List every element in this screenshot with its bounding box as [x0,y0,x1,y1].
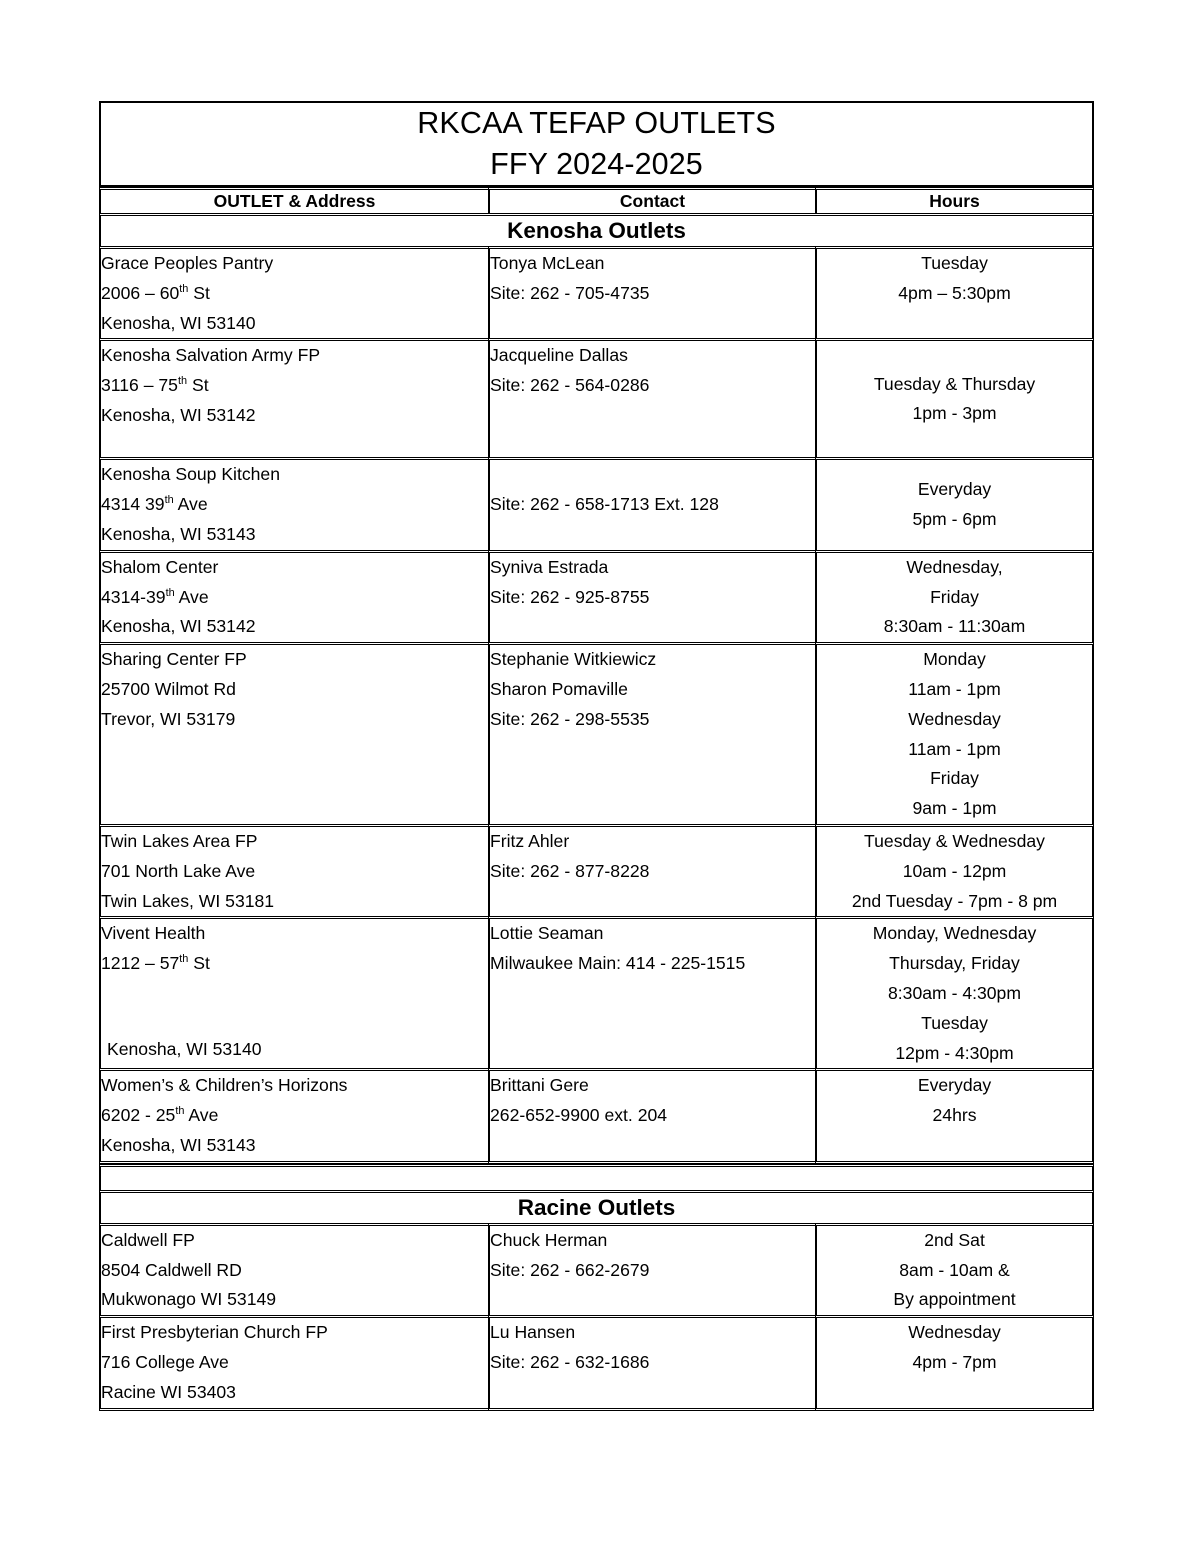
outlet-name: Caldwell FP [101,1229,195,1250]
contact-name: Lottie Seaman [490,923,604,944]
outlet-cell [99,1068,488,1163]
hours-line: 11am - 1pm [908,738,1001,759]
contact-phone: Site: 262 - 658-1713 Ext. 128 [490,494,719,515]
outlet-cell [99,824,488,916]
contact-name: Jacqueline Dallas [490,345,628,366]
tefap-outlets-table [99,101,1094,1411]
outlet-cell [99,916,488,1068]
outlet-street: 25700 Wilmot Rd [101,678,236,699]
outlet-cell [99,457,488,549]
document-title-line-1: RKCAA TEFAP OUTLETS [417,106,776,140]
outlet-name: Kenosha Soup Kitchen [101,464,281,485]
hours-cell [815,550,1094,642]
hours-line: Wednesday [908,708,1001,729]
hours-line: Tuesday & Wednesday [864,830,1045,851]
outlet-cell [99,338,488,457]
outlet-name: Women’s & Children’s Horizons [101,1075,348,1096]
contact-cell [488,824,815,916]
table-row [99,550,1094,642]
table-row [99,338,1094,457]
outlet-name: Shalom Center [101,556,219,577]
outlet-city: Racine WI 53403 [101,1381,236,1402]
outlet-city: Kenosha, WI 53143 [101,1134,256,1155]
hours-line: 5pm - 6pm [912,509,997,530]
hours-line: Friday [930,586,979,607]
contact-name-secondary: Sharon Pomaville [490,678,628,699]
column-header-contact: Contact [488,187,815,213]
contact-cell [488,642,815,824]
table-row [99,1068,1094,1163]
hours-cell [815,338,1094,457]
hours-line: Monday, Wednesday [872,923,1037,944]
hours-line: 8am - 10am & [899,1259,1010,1280]
contact-cell [488,916,815,1068]
contact-phone: Site: 262 - 298-5535 [490,708,650,729]
contact-phone: Milwaukee Main: 414 - 225-1515 [490,953,746,974]
outlet-name: Vivent Health [101,923,206,944]
hours-cell [815,1223,1094,1315]
column-header-row [99,187,1094,213]
section-spacer-row [99,1164,1094,1190]
section-header-kenosha [99,213,1094,246]
hours-line: Thursday, Friday [889,953,1020,974]
hours-line: 8:30am - 4:30pm [888,982,1022,1003]
contact-phone: 262-652-9900 ext. 204 [490,1105,668,1126]
contact-phone: Site: 262 - 564-0286 [490,375,650,396]
hours-line: 2nd Tuesday - 7pm - 8 pm [851,890,1058,911]
hours-line: 4pm - 7pm [912,1351,997,1372]
table-row [99,1223,1094,1315]
outlet-name: Grace Peoples Pantry [101,253,274,273]
contact-phone: Site: 262 - 705-4735 [490,282,650,303]
table-row [99,916,1094,1068]
hours-line: Monday [923,649,986,670]
outlet-street: 3116 – 75th St [101,375,209,396]
outlet-city: Kenosha, WI 53140 [101,312,256,333]
hours-cell [815,642,1094,824]
table-row [99,824,1094,916]
contact-phone: Site: 262 - 925-8755 [490,586,650,607]
contact-cell [488,1223,815,1315]
hours-line: 1pm - 3pm [912,403,997,424]
section-spacer [99,1164,1094,1190]
hours-cell [815,916,1094,1068]
outlet-street: 701 North Lake Ave [101,860,256,881]
title-row [99,101,1094,187]
outlet-city: Kenosha, WI 53142 [101,616,256,637]
outlet-street: 4314 39th Ave [101,494,208,515]
outlet-street: 6202 - 25th Ave [101,1105,219,1126]
contact-name: Fritz Ahler [490,830,570,851]
hours-cell [815,246,1094,338]
hours-cell [815,1068,1094,1163]
outlet-cell [99,642,488,824]
outlet-cell [99,1315,488,1410]
contact-name: Chuck Herman [490,1229,608,1250]
outlet-name: Kenosha Salvation Army FP [101,345,321,366]
outlet-cell [99,246,488,338]
outlet-city: Kenosha, WI 53142 [101,404,256,425]
outlet-city: Mukwonago WI 53149 [101,1289,277,1310]
table-row [99,642,1094,824]
contact-cell [488,457,815,549]
hours-cell [815,457,1094,549]
outlet-street: 8504 Caldwell RD [101,1259,242,1280]
outlet-street: 1212 – 57th St [101,953,210,974]
outlet-city: Kenosha, WI 53143 [101,523,256,544]
contact-cell [488,338,815,457]
contact-cell [488,246,815,338]
outlet-city: Twin Lakes, WI 53181 [101,890,275,911]
contact-phone: Site: 262 - 877-8228 [490,860,650,881]
table-row [99,1315,1094,1410]
outlet-name: Sharing Center FP [101,649,247,670]
hours-line: By appointment [893,1289,1016,1310]
outlet-city: Trevor, WI 53179 [101,708,236,729]
hours-line: 2nd Sat [924,1229,985,1250]
outlet-street: 716 College Ave [101,1351,229,1372]
contact-name: Syniva Estrada [490,556,609,577]
contact-cell [488,550,815,642]
outlet-street: 2006 – 60th St [101,282,210,303]
outlet-city: Kenosha, WI 53140 [107,1038,262,1059]
section-header-racine [99,1190,1094,1223]
document-title-cell [99,101,1094,187]
column-header-hours: Hours [815,187,1094,213]
outlet-street: 4314-39th Ave [101,586,209,607]
table-row [99,457,1094,549]
contact-name: Brittani Gere [490,1075,589,1096]
hours-line: Everyday [917,479,992,500]
contact-cell [488,1315,815,1410]
hours-cell [815,1315,1094,1410]
contact-name: Stephanie Witkiewicz [490,649,657,670]
outlet-cell [99,550,488,642]
hours-line: Friday [930,768,979,789]
hours-line: 8:30am - 11:30am [883,616,1026,637]
outlet-name: Twin Lakes Area FP [101,830,258,851]
hours-line: 4pm – 5:30pm [898,282,1011,303]
section-label-kenosha: Kenosha Outlets [99,213,1094,246]
hours-line: 10am - 12pm [902,860,1007,881]
contact-cell [488,1068,815,1163]
hours-line: Everyday [917,1075,992,1096]
hours-line: Tuesday & Thursday [873,373,1036,394]
table-row [99,246,1094,338]
contact-name: Lu Hansen [490,1322,576,1343]
contact-name: Tonya McLean [490,253,605,273]
contact-phone: Site: 262 - 662-2679 [490,1259,650,1280]
outlet-cell [99,1223,488,1315]
hours-line: 11am - 1pm [908,678,1001,699]
contact-phone: Site: 262 - 632-1686 [490,1351,650,1372]
document-title-line-2: FFY 2024-2025 [490,147,703,181]
hours-line: 9am - 1pm [912,798,997,819]
hours-line: 24hrs [932,1105,977,1126]
hours-line: Wednesday [908,1322,1001,1343]
hours-line: Wednesday, [906,556,1003,577]
outlet-name: First Presbyterian Church FP [101,1322,328,1343]
hours-cell [815,824,1094,916]
section-label-racine: Racine Outlets [99,1190,1094,1223]
hours-line: 12pm - 4:30pm [895,1042,1014,1063]
hours-line: Tuesday [921,1012,988,1033]
hours-line: Tuesday [921,253,988,273]
column-header-outlet: OUTLET & Address [99,187,488,213]
